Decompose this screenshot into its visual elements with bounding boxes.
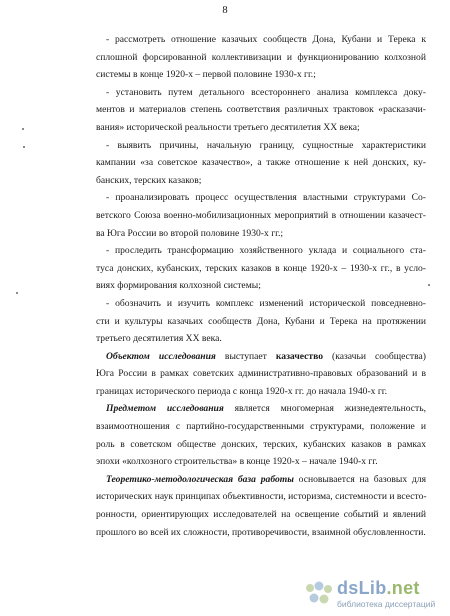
text-line: вания» исторической реальности третьего десятилетия XX века; — [96, 121, 360, 133]
text-line: сплошной форсированной коллективизации и функционированию колхозной — [96, 51, 426, 63]
paragraph-object — [86, 348, 426, 401]
scan-speck — [23, 146, 25, 148]
text-line: - выявить причины, начальную границу, сущностные характеристики — [106, 139, 426, 151]
scan-speck — [16, 292, 18, 294]
paragraph-2 — [86, 84, 426, 137]
text-line: кампании «за советское казачество», а также отношение к ней донских, ку- — [96, 157, 426, 169]
text-line: - проанализировать процесс осуществления властными структурами Со- — [106, 192, 426, 204]
dslib-logo-icon — [304, 580, 334, 608]
text-line: ветского Союза военно-мобилизационных мероприятий в отношении казачест- — [96, 209, 426, 221]
watermark-title-tld: .net — [386, 578, 420, 598]
paragraph-4 — [86, 189, 426, 242]
text-line: ронности, ориентирующих исследователей на освещение событий и явлений — [96, 509, 426, 521]
object-term: казачество — [275, 350, 324, 362]
subject-lead: Предметом исследования — [106, 403, 224, 415]
paragraph-methodology — [86, 471, 426, 541]
text-line: туса донских, кубанских, терских казаков в конце 1920-х – 1930-х гг., в усло- — [96, 262, 426, 274]
text-line — [86, 348, 426, 366]
paragraph-3 — [86, 137, 426, 190]
methodology-lead: Теоретико-методологическая база работы — [106, 473, 294, 485]
text-line: роль в советском обществе донских, терских, кубанских казаков в рамках — [96, 438, 426, 450]
text-line: - обозначить и изучить комплекс изменений исторической повседневно- — [106, 297, 426, 309]
body-text — [86, 31, 426, 541]
text-line: - рассмотреть отношение казачьих сообществ Дона, Кубани и Терека к — [106, 34, 426, 45]
paragraph-5 — [86, 242, 426, 295]
text-line: сти и культуры казачьих сообществ Дона, Кубани и Терека на протяжении — [96, 315, 426, 327]
object-rest: (казачьи сообщества) — [323, 350, 426, 362]
watermark-title — [337, 578, 420, 599]
methodology-rest: основывается на базовых для — [293, 473, 426, 485]
paragraph-subject — [86, 400, 426, 470]
watermark-title-main: dsLib — [337, 578, 387, 598]
text-line: ва Юга России во второй половине 1930-х гг.; — [96, 227, 284, 239]
text-line: банских, терских казаков; — [96, 174, 202, 186]
text-line — [86, 400, 426, 418]
subject-rest: является многомерная жизнедеятельность, — [223, 403, 427, 415]
text-line: исторических наук принципах объективности, историзма, системности и всесто- — [96, 491, 427, 503]
paragraph-1 — [86, 31, 426, 84]
object-connector: выступает — [215, 350, 276, 362]
text-line: прошлого во всей их сложности, противоречивости, взаимной обусловленности. — [96, 526, 426, 538]
text-line: системы в конце 1920-х – первой половине 1930-х гг.; — [96, 69, 316, 81]
text-line: взаимоотношения с партийно-государственными структурами, положение и — [96, 421, 426, 433]
text-line: границах исторического периода с конца 1920-х гг. до начала 1940-х гг. — [96, 385, 388, 397]
text-line: - установить путем детального всестороннего анализа комплекса доку- — [106, 86, 426, 98]
text-line: ментов и материалов степень соответствия различных трактовок «расказачи- — [96, 104, 426, 116]
text-line: эпохи «колхозного строительства» в конце 1920-х – начале 1940-х гг. — [96, 456, 378, 468]
text-line: Юга России в рамках советских административно-правовых образований и в — [96, 368, 426, 380]
object-lead: Объектом исследования — [106, 350, 216, 362]
page-number: 8 — [222, 5, 228, 16]
text-line: - проследить трансформацию хозяйственного уклада и социального ста- — [106, 245, 426, 257]
scan-speck — [22, 128, 24, 130]
text-line: третьего десятилетия XX века. — [96, 333, 222, 345]
paragraph-6 — [86, 295, 426, 348]
text-line: виях формирования колхозной системы; — [96, 280, 261, 292]
text-line — [86, 471, 426, 489]
watermark-subtitle: библиотека диссертаций — [337, 599, 436, 609]
dslib-watermark — [304, 578, 444, 612]
scan-speck — [428, 284, 430, 286]
